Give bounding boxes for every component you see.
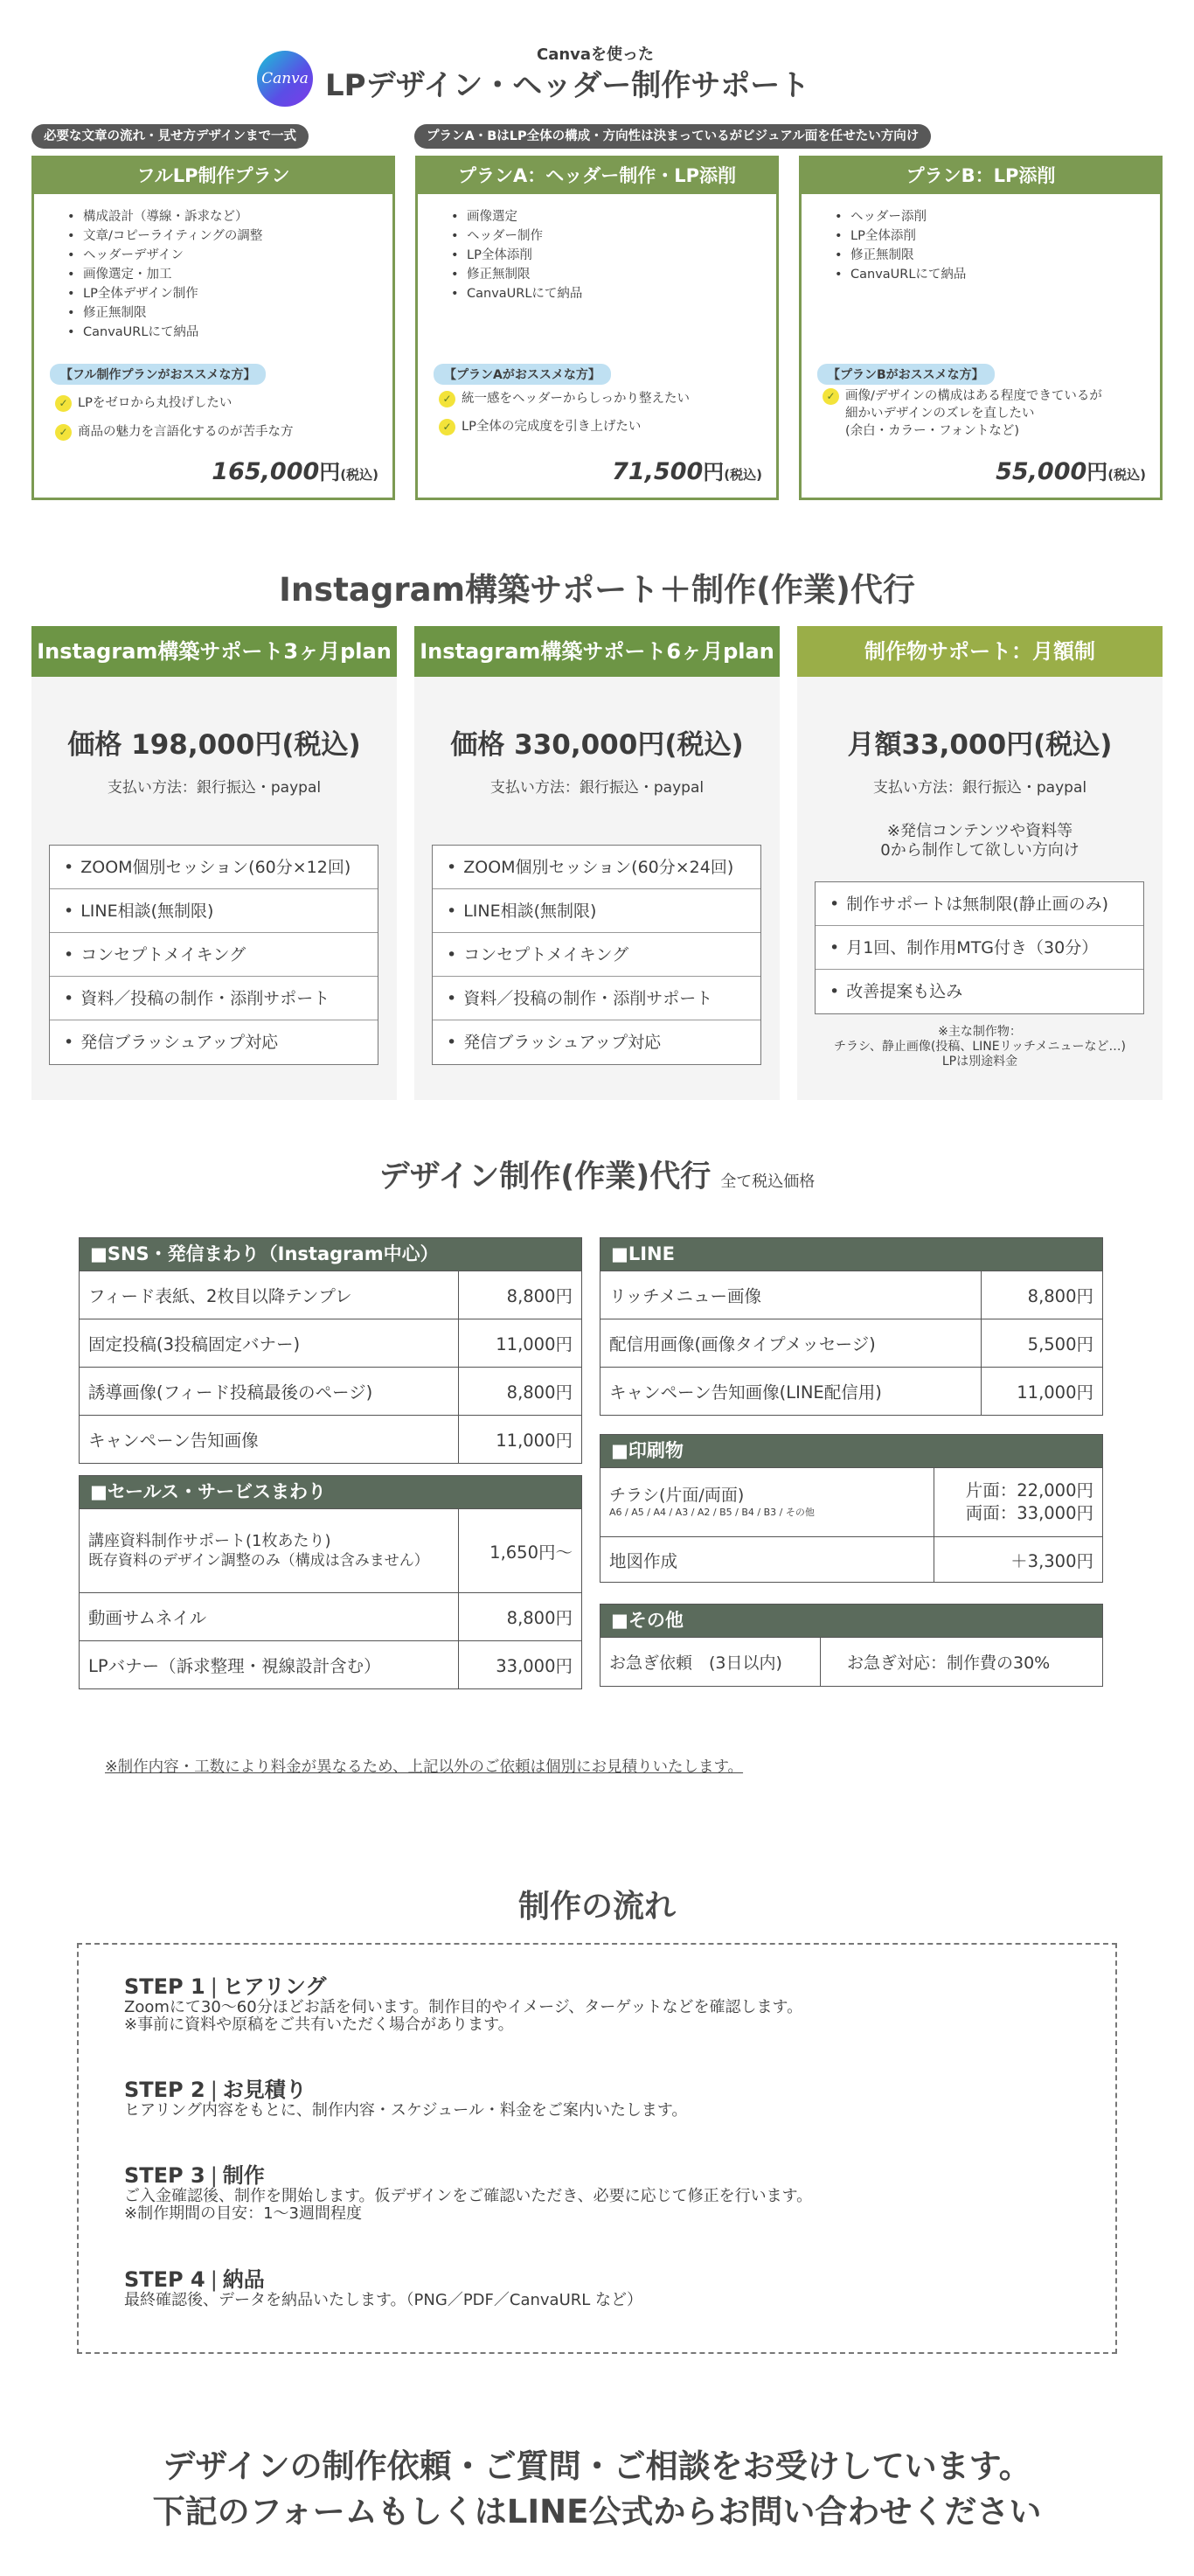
plan-card-a	[415, 156, 779, 500]
recommend-item: ✓ 画像/デザインの構成はある程度できているが 細かいデザインのズレを直したい (余白・カラー・フォントなど)	[823, 387, 1102, 440]
sns-price-table	[79, 1237, 582, 1464]
ig-feature: • コンセプトメイキング	[433, 933, 760, 977]
table-title: ■LINE	[600, 1238, 1102, 1271]
plan-features	[451, 207, 776, 303]
recommend-label: 【プランAがおススメな方】	[434, 364, 611, 385]
plan-feature: • ヘッダーデザイン	[67, 246, 392, 265]
table-title: ■セールス・サービスまわり	[80, 1476, 581, 1508]
page-title: LPデザイン・ヘッダー制作サポート	[325, 68, 810, 103]
table-title: ■印刷物	[600, 1435, 1102, 1467]
cta-line-1: デザインの制作依頼・ご質問・ご相談をお受けしています。	[163, 2447, 1031, 2485]
step-title: STEP 3 | 制作	[124, 2163, 265, 2188]
table-row: キャンペーン告知画像 11,000円	[80, 1415, 581, 1463]
plan-feature: • 修正無制限	[835, 246, 1160, 265]
plan-feature: • 文章/コピーライティングの調整	[67, 226, 392, 246]
design-section-header	[0, 1152, 1194, 1196]
step-desc: ご入金確認後、制作を開始します。仮デザインをご確認いただき、必要に応じて修正を行います。 ※制作期間の目安：1〜3週間程度	[124, 2187, 813, 2223]
ig-features	[815, 881, 1144, 1014]
plan-price: 165,000円(税込)	[212, 458, 378, 485]
table-row: チラシ(片面/両面) A6 / A5 / A4 / A3 / A2 / B5 / B4 / B3 / その他 片面：22,000円 両面：33,000円	[600, 1467, 1102, 1536]
plan-feature: • 修正無制限	[67, 303, 392, 323]
ig-plan-price: 価格 330,000円(税込)	[450, 729, 744, 761]
step-desc: 最終確認後、データを納品いたします。（PNG／PDF／CanvaURL など）	[124, 2291, 643, 2309]
plan-feature: • CanvaURLにて納品	[67, 323, 392, 342]
ig-plan-card-3m	[31, 626, 397, 1100]
pricing-note: ※制作内容・工数により料金が異なるため、上記以外のご依頼は個別にお見積りいたします。	[105, 1758, 744, 1776]
design-section-title: デザイン制作(作業)代行	[378, 1159, 712, 1194]
check-icon: ✓	[823, 388, 839, 405]
cta-line-2: 下記のフォームもしくはLINE公式からお問い合わせください	[152, 2493, 1042, 2531]
plan-feature: • 修正無制限	[451, 265, 776, 284]
plan-title: プランB：LP添削	[802, 158, 1160, 194]
plan-feature: • CanvaURLにて納品	[835, 265, 1160, 284]
flow-box	[77, 1943, 1117, 2354]
ig-feature: • 改善提案も込み	[816, 970, 1143, 1013]
recommend-item: ✓ LP全体の完成度を引き上げたい	[439, 418, 641, 435]
plan-title: フルLP制作プラン	[34, 158, 392, 194]
plan-title: プランA：ヘッダー制作・LP添削	[418, 158, 776, 194]
ig-feature: • 資料／投稿の制作・添削サポート	[50, 977, 378, 1020]
ig-features	[49, 845, 378, 1065]
ig-feature: • 発信ブラッシュアップ対応	[433, 1020, 760, 1064]
check-icon: ✓	[55, 424, 72, 441]
plan-card-full	[31, 156, 395, 500]
plan-feature: • ヘッダー制作	[451, 226, 776, 246]
ig-footnote: ※主な制作物： チラシ、静止画像(投稿、LINEリッチメニューなど…) LPは別途料金	[834, 1025, 1126, 1069]
recommend-label: 【プランBがおススメな方】	[817, 364, 995, 385]
plan-feature: • LP全体添削	[451, 246, 776, 265]
line-price-table	[600, 1237, 1103, 1416]
other-price-table	[600, 1604, 1103, 1687]
plan-card-b	[799, 156, 1163, 500]
ig-feature: • ZOOM個別セッション(60分×12回)	[50, 846, 378, 889]
table-row: リッチメニュー画像 8,800円	[600, 1271, 1102, 1319]
plan-price: 55,000円(税込)	[996, 458, 1146, 485]
table-row: 動画サムネイル 8,800円	[80, 1592, 581, 1640]
ig-plan-title: Instagram構築サポート3ヶ月plan	[31, 626, 397, 677]
step-desc: Zoomにて30〜60分ほどお話を伺います。制作目的やイメージ、ターゲットなどを確認します。 ※事前に資料や原稿をご共有いただく場合があります。	[124, 1998, 803, 2034]
table-row: お急ぎ依頼 (3日以内) お急ぎ対応：制作費の30%	[600, 1637, 1102, 1686]
table-row: キャンペーン告知画像(LINE配信用) 11,000円	[600, 1367, 1102, 1415]
print-price-table	[600, 1434, 1103, 1583]
ig-feature: • 発信ブラッシュアップ対応	[50, 1020, 378, 1064]
step-title: STEP 4 | 納品	[124, 2267, 265, 2292]
instagram-section-title: Instagram構築サポート＋制作(作業)代行	[279, 571, 915, 609]
ig-feature: • LINE相談(無制限)	[433, 889, 760, 933]
table-title: ■SNS・発信まわり（Instagram中心）	[80, 1238, 581, 1271]
ig-feature: • 制作サポートは無制限(静止画のみ)	[816, 882, 1143, 926]
plan-features	[835, 207, 1160, 284]
ig-plan-price: 月額33,000円(税込)	[847, 729, 1113, 761]
plan-price: 71,500円(税込)	[612, 458, 762, 485]
plan-features	[67, 207, 392, 342]
plan-feature: • LP全体添削	[835, 226, 1160, 246]
plan-feature: • 構成設計（導線・訴求など）	[67, 207, 392, 226]
plan-feature: • 画像選定	[451, 207, 776, 226]
step-desc: ヒアリング内容をもとに、制作内容・スケジュール・料金をご案内いたします。	[124, 2101, 688, 2120]
flow-section-title: 制作の流れ	[517, 1889, 676, 1925]
table-row: 地図作成 ＋3,300円	[600, 1536, 1102, 1582]
sales-price-table	[79, 1475, 582, 1689]
ig-plan-card-monthly	[797, 626, 1163, 1100]
ig-feature: • コンセプトメイキング	[50, 933, 378, 977]
ig-target-note: ※発信コンテンツや資料等 0から制作して欲しい方向け	[880, 822, 1079, 860]
table-row: 講座資料制作サポート(1枚あたり) 既存資料のデザイン調整のみ（構成は含みません） 1,650円〜	[80, 1508, 581, 1592]
plan-feature: • CanvaURLにて納品	[451, 284, 776, 303]
canva-logo: Canva	[257, 51, 313, 107]
tag-plan-ab: プランA・BはLP全体の構成・方向性は決まっているがビジュアル面を任せたい方向け	[414, 124, 931, 149]
recommend-item: ✓ 統一感をヘッダーからしっかり整えたい	[439, 390, 690, 407]
ig-plan-price: 価格 198,000円(税込)	[67, 729, 361, 761]
ig-plan-title: Instagram構築サポート6ヶ月plan	[414, 626, 780, 677]
check-icon: ✓	[55, 395, 72, 412]
design-section-sub: 全て税込価格	[720, 1173, 816, 1191]
table-row: 固定投稿(3投稿固定バナー) 11,000円	[80, 1319, 581, 1367]
ig-feature: • 月1回、制作用MTG付き（30分）	[816, 926, 1143, 970]
table-title: ■その他	[600, 1605, 1102, 1637]
plan-feature: • ヘッダー添削	[835, 207, 1160, 226]
step-title: STEP 1 | ヒアリング	[124, 1974, 327, 1999]
ig-payment: 支払い方法：銀行振込・paypal	[489, 779, 705, 797]
table-row: フィード表紙、2枚目以降テンプレ 8,800円	[80, 1271, 581, 1319]
recommend-label: 【フル制作プランがおススメな方】	[50, 364, 266, 385]
recommend-item: ✓ LPをゼロから丸投げしたい	[55, 394, 232, 412]
table-row: 誘導画像(フィード投稿最後のページ) 8,800円	[80, 1367, 581, 1415]
ig-features	[432, 845, 761, 1065]
ig-payment: 支払い方法：銀行振込・paypal	[872, 779, 1087, 797]
step-title: STEP 2 | お見積り	[124, 2078, 307, 2102]
plan-feature: • 画像選定・加工	[67, 265, 392, 284]
table-row: 配信用画像(画像タイプメッセージ) 5,500円	[600, 1319, 1102, 1367]
check-icon: ✓	[439, 391, 455, 407]
ig-plan-title: 制作物サポート：月額制	[797, 626, 1163, 677]
tag-full-plan: 必要な文章の流れ・見せ方デザインまで一式	[31, 124, 309, 149]
pre-title: Canvaを使った	[537, 45, 655, 64]
plan-feature: • LP全体デザイン制作	[67, 284, 392, 303]
recommend-item: ✓ 商品の魅力を言語化するのが苦手な方	[55, 423, 294, 441]
table-row: LPバナー（訴求整理・視線設計含む） 33,000円	[80, 1640, 581, 1688]
check-icon: ✓	[439, 419, 455, 435]
ig-plan-card-6m	[414, 626, 780, 1100]
ig-payment: 支払い方法：銀行振込・paypal	[107, 779, 322, 797]
ig-feature: • LINE相談(無制限)	[50, 889, 378, 933]
ig-feature: • 資料／投稿の制作・添削サポート	[433, 977, 760, 1020]
ig-feature: • ZOOM個別セッション(60分×24回)	[433, 846, 760, 889]
